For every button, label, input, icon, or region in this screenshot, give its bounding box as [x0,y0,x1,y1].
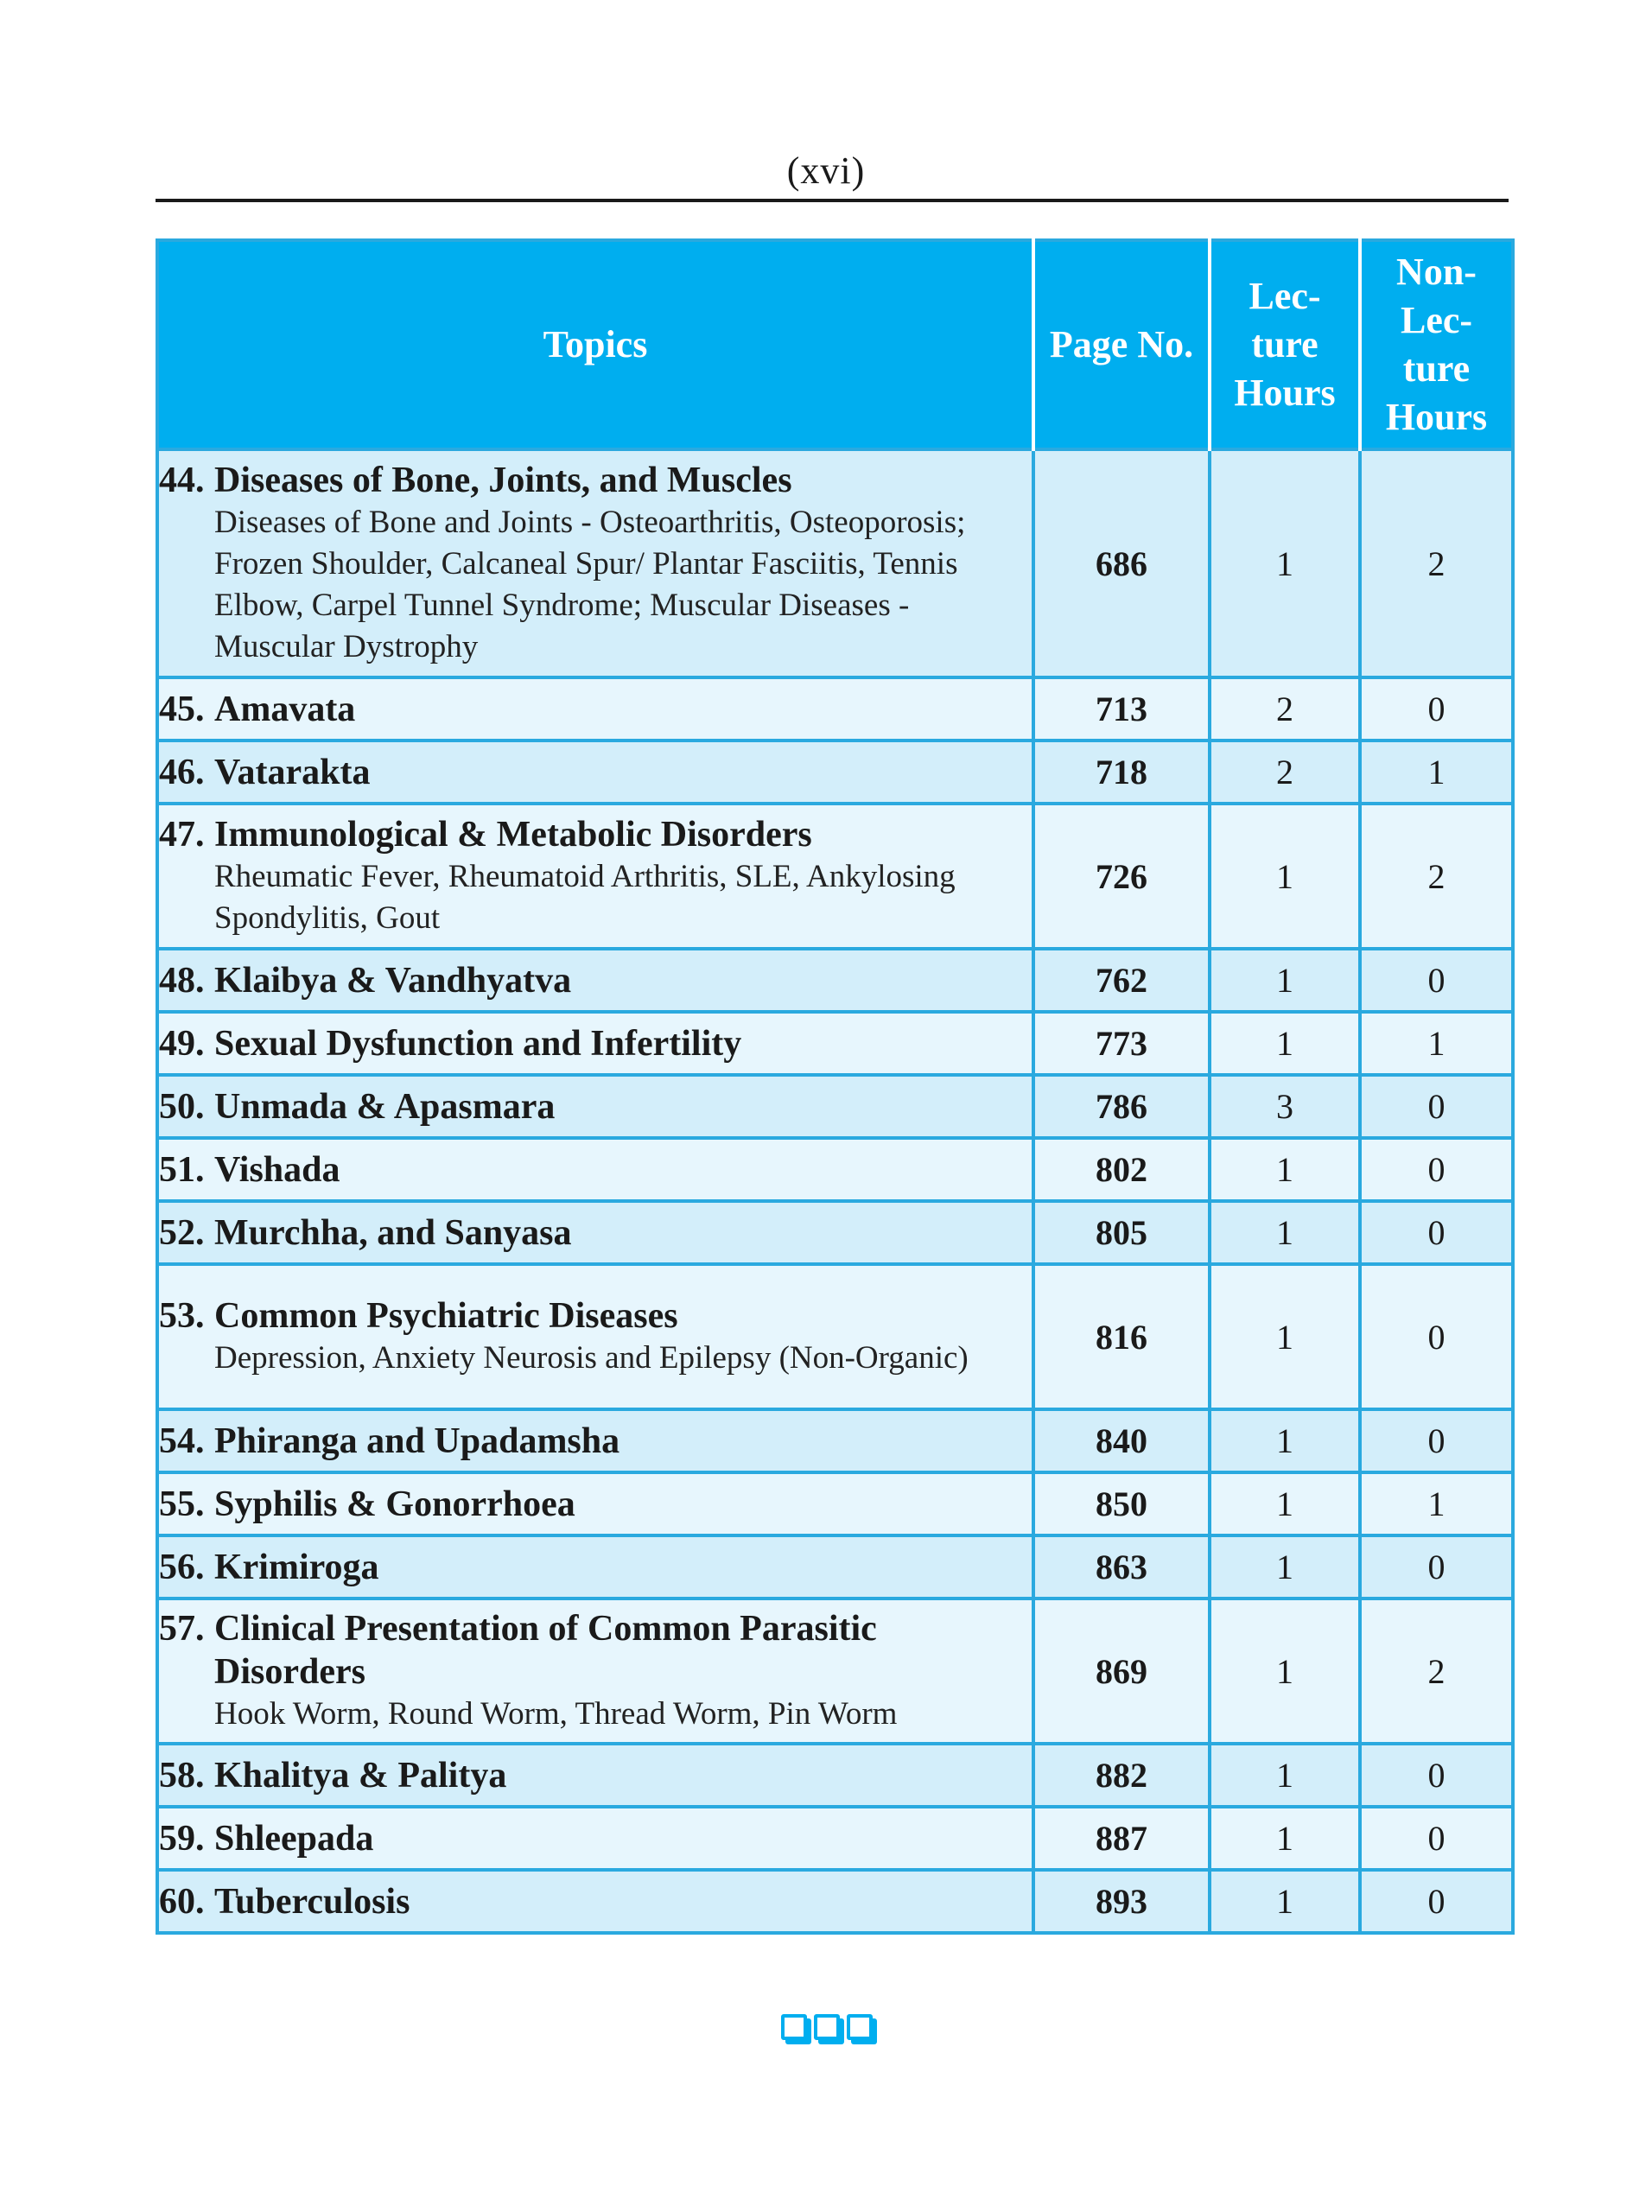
lecture-hours-cell: 1 [1210,1138,1360,1201]
table-body [157,449,1513,1933]
table-row [157,1138,1513,1201]
topic-subtopics: Rheumatic Fever, Rheumatoid Arthritis, SLE, Ankylosing Spondylitis, Gout [214,859,956,936]
topic-title [159,1754,1032,1797]
page-number-cell: 850 [1033,1472,1210,1535]
table-row [157,1409,1513,1472]
lecture-hours-cell: 1 [1210,1535,1360,1599]
table-row [157,1535,1513,1599]
header-page-no: Page No. [1033,240,1210,449]
table-row [157,1744,1513,1807]
topic-cell [157,949,1033,1012]
page-number-cell: 840 [1033,1409,1210,1472]
page-number-cell: 893 [1033,1870,1210,1933]
square-icon [781,2014,807,2040]
non-lecture-hours-cell: 0 [1360,1409,1513,1472]
topic-number: 44. [159,461,205,500]
topic-title [159,1420,1032,1463]
topic-subtopics: Diseases of Bone and Joints - Osteoarthritis, Osteoporosis; Frozen Shoulder, Calcaneal Spur/ Plantar Fasciitis, Tennis Elbow, Carpel Tunnel Syndrome; Muscular Diseases - Muscular Dystrophy [214,505,966,664]
topic-title [159,1483,1032,1526]
page-number-cell: 882 [1033,1744,1210,1807]
topic-cell [157,741,1033,804]
page-number-cell: 686 [1033,449,1210,677]
topic-name: Syphilis & Gonorrhoea [214,1484,575,1524]
square-icon [814,2014,840,2040]
topic-name: Unmada & Apasmara [214,1086,556,1127]
topic-cell [157,1535,1033,1599]
non-lecture-hours-cell: 0 [1360,1870,1513,1933]
table-row [157,1807,1513,1870]
table-header-row [157,240,1513,449]
lecture-hours-cell: 1 [1210,1201,1360,1264]
lecture-hours-cell: 1 [1210,1409,1360,1472]
topic-number: 60. [159,1881,205,1922]
topic-title [159,1085,1032,1128]
topic-title [159,1294,1032,1338]
non-lecture-hours-cell: 2 [1360,449,1513,677]
topic-cell [157,1138,1033,1201]
topic-title [159,1546,1032,1589]
page-number-cell: 802 [1033,1138,1210,1201]
topic-name: Murchha, and Sanyasa [214,1212,572,1253]
header-lecture-hours: Lec- ture Hours [1210,240,1360,449]
topic-number: 45. [159,689,205,729]
topic-number: 55. [159,1484,205,1524]
page-number-cell: 816 [1033,1264,1210,1409]
non-lecture-hours-cell: 0 [1360,1744,1513,1807]
non-lecture-hours-cell: 0 [1360,949,1513,1012]
topic-name: Klaibya & Vandhyatva [214,960,572,1001]
topic-number: 58. [159,1755,205,1796]
topic-cell [157,1472,1033,1535]
contents-table [156,238,1515,1935]
table-row [157,741,1513,804]
non-lecture-hours-cell: 1 [1360,741,1513,804]
topic-name: Diseases of Bone, Joints, and Muscles [214,461,792,500]
header-rule [156,199,1509,202]
topic-cell [157,1264,1033,1409]
table-row [157,449,1513,677]
page-number-cell: 805 [1033,1201,1210,1264]
lecture-hours-cell: 1 [1210,1599,1360,1744]
page-number: (xvi) [786,149,866,192]
topic-number: 46. [159,752,205,792]
header-topics: Topics [157,240,1033,449]
table-row [157,1075,1513,1138]
topic-number: 49. [159,1023,205,1064]
topic-name: Clinical Presentation of Common Parasitic Disorders [214,1609,877,1692]
lecture-hours-cell: 1 [1210,1807,1360,1870]
topic-name: Tuberculosis [214,1881,410,1922]
table-row [157,1599,1513,1744]
topic-cell [157,449,1033,677]
lecture-hours-cell: 1 [1210,804,1360,949]
topic-cell [157,1599,1033,1744]
topic-subtopics: Depression, Anxiety Neurosis and Epilepsy (Non-Organic) [214,1340,969,1376]
lecture-hours-cell: 1 [1210,1744,1360,1807]
lecture-hours-cell: 1 [1210,1870,1360,1933]
non-lecture-hours-cell: 0 [1360,677,1513,741]
topic-name: Vatarakta [214,752,371,792]
page-number-cell: 726 [1033,804,1210,949]
topic-cell [157,1409,1033,1472]
non-lecture-hours-cell: 0 [1360,1201,1513,1264]
topic-cell [157,677,1033,741]
topic-cell [157,1807,1033,1870]
topic-name: Vishada [214,1149,340,1190]
non-lecture-hours-cell: 0 [1360,1264,1513,1409]
topic-name: Shleepada [214,1818,374,1859]
lecture-hours-cell: 1 [1210,1012,1360,1075]
topic-cell [157,1870,1033,1933]
topic-name: Khalitya & Palitya [214,1755,507,1796]
topic-title [159,1880,1032,1923]
lecture-hours-cell: 3 [1210,1075,1360,1138]
table-row [157,949,1513,1012]
lecture-hours-cell: 2 [1210,677,1360,741]
page-number-cell: 786 [1033,1075,1210,1138]
topic-title [159,1022,1032,1065]
page-number-cell: 718 [1033,741,1210,804]
table-row [157,1870,1513,1933]
topic-number: 50. [159,1086,205,1127]
table-row [157,677,1513,741]
topic-title [159,751,1032,794]
table-row [157,1264,1513,1409]
non-lecture-hours-cell: 0 [1360,1535,1513,1599]
topic-cell [157,1012,1033,1075]
end-of-section-marks [781,2014,873,2040]
lecture-hours-cell: 1 [1210,1264,1360,1409]
topic-name: Phiranga and Upadamsha [214,1421,620,1461]
non-lecture-hours-cell: 2 [1360,1599,1513,1744]
topic-name: Immunological & Metabolic Disorders [214,815,812,855]
topic-name: Common Psychiatric Diseases [214,1296,678,1336]
square-icon [847,2014,873,2040]
table-row [157,1472,1513,1535]
page-number-cell: 713 [1033,677,1210,741]
topic-number: 51. [159,1149,205,1190]
topic-title [159,459,1032,502]
topic-number: 59. [159,1818,205,1859]
page-number-cell: 863 [1033,1535,1210,1599]
non-lecture-hours-cell: 1 [1360,1472,1513,1535]
page-number-cell: 773 [1033,1012,1210,1075]
topic-number: 47. [159,815,205,855]
lecture-hours-cell: 2 [1210,741,1360,804]
topic-title [159,959,1032,1002]
topic-cell [157,1744,1033,1807]
header-non-lecture-hours: Non- Lec- ture Hours [1360,240,1513,449]
topic-title [159,1817,1032,1860]
topic-title [159,1148,1032,1192]
table-row [157,1012,1513,1075]
page-number-cell: 869 [1033,1599,1210,1744]
topic-title [159,1211,1032,1255]
topic-cell [157,804,1033,949]
topic-subtopics: Hook Worm, Round Worm, Thread Worm, Pin Worm [214,1696,898,1732]
lecture-hours-cell: 1 [1210,449,1360,677]
topic-cell [157,1201,1033,1264]
page-number-cell: 887 [1033,1807,1210,1870]
page-number-cell: 762 [1033,949,1210,1012]
topic-number: 53. [159,1296,205,1336]
table-row [157,804,1513,949]
topic-number: 52. [159,1212,205,1253]
non-lecture-hours-cell: 0 [1360,1807,1513,1870]
non-lecture-hours-cell: 0 [1360,1075,1513,1138]
non-lecture-hours-cell: 1 [1360,1012,1513,1075]
topic-number: 48. [159,960,205,1001]
lecture-hours-cell: 1 [1210,1472,1360,1535]
lecture-hours-cell: 1 [1210,949,1360,1012]
topic-number: 54. [159,1421,205,1461]
topic-number: 56. [159,1547,205,1587]
topic-cell [157,1075,1033,1138]
non-lecture-hours-cell: 2 [1360,804,1513,949]
topic-name: Sexual Dysfunction and Infertility [214,1023,742,1064]
topic-name: Krimiroga [214,1547,379,1587]
non-lecture-hours-cell: 0 [1360,1138,1513,1201]
topic-name: Amavata [214,689,356,729]
topic-title [159,813,1032,856]
topic-number: 57. [159,1609,205,1649]
topic-title [159,1607,1032,1694]
table-row [157,1201,1513,1264]
topic-title [159,688,1032,731]
